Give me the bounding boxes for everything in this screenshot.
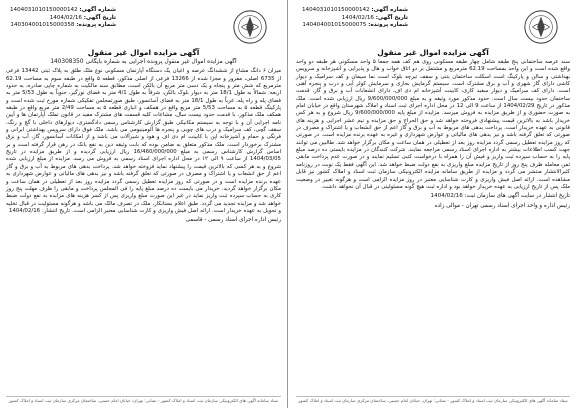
right-notice-publish-date: تاریخ انتشار در سایت آگهی های سازمان ثبت: 1404/02/16 [430, 193, 570, 200]
registration-emblem-icon [522, 8, 560, 46]
registration-emblem-icon [231, 8, 269, 46]
right-notice-body: سند عرصه ساختمانی پنج طبقه شامل چهار طبقه مسکونی روی هم کف همه جمعا ۵ واحد مسکونی هر طبقه دو واحد واقع شده است و این واحد بمساحت 62.19 مترمربع و مشتمل بر دو اتاق خواب و هال و پذیرایی و آشپزخانه و سرویس بهداشتی و سالن و پارکینگ است اسکلت ساختمان بتنی و سقف تیرچه بلوک است نما سیمان و کف سرامیک و دیوار کاشی دارای گاز شهری و آب و برق مشترک است. سیستم گرمایش بخاری و سرمایش کولر آبی و درب و پنجره آهنی است. دارای کف سرامیک و دیوار سفید کاری، کابینت آشپزخانه ام دی اف، دارای انشعابات آب و برق و گاز، قدمت ساختمان حدود بیست سال است. حدود مذکور مورد وثیقه و به مبلغ 9/600/000/000 ریال ارزیابی شده است. ملک مذکور در تاریخ 1404/02/29 از ساعت 9 الی 12 در محل اداره اجرای ثبت اسناد و املاک شهرستان واقع در خیابان امام به صورت حضوری و از طریق مزایده به فروش میرسد. مزایده از مبلغ پایه 9/600/000/000 ریال شروع و به هر کس خریدار باشد به بالاترین قیمت پیشنهادی فروخته خواهد شد و حق الحراج و حق مزایده و نیم عشر اجرایی و هزینه های قانونی به عهده خریدار است. پرداخت بدهی های مربوط به آب و برق و گاز اعم از حق انشعاب و یا اشتراک و مصرف در صورتی که تعلق گرفته باشد و نیز بدهی های مالیاتی و عوارض شهرداری و غیره به عهده برنده مزایده است. در صورتی که روز مزایده تعطیل رسمی گردد مزایده روز بعد از تعطیلی در همان ساعت و مکان برگزار خواهد شد. طالبین می توانند جهت کسب اطلاعات بیشتر به اداره اجرای اسناد رسمی مراجعه نمایند. شرکت کنندگان در مزایده بایستی ده درصد مبلغ پایه را به حساب سپرده ثبت واریز و فیش آن را همراه با درخواست کتبی تسلیم نمایند و در صورت عدم پرداخت مابقی ثمن معامله ظرف پنج روز از تاریخ مزایده مبلغ واریزی به نفع دولت ضبط خواهد شد. این آگهی فقط یک نوبت در روزنامه کثیرالانتشار منتشر می گردد و مزایده از طریق سامانه مزایده الکترونیکی سازمان ثبت اسناد و املاک کشور نیز قابل مشاهده است. ارائه اصل فیش واریزی و کارت شناسایی معتبر در روز مزایده الزامی است و هرگونه تغییر در وضعیت ملک پس از تاریخ ارزیابی به عهده خریدار خواهد بود و اداره ثبت هیچ گونه مسئولیتی در قبال آن نخواهد داشت. [296, 59, 570, 190]
left-notice-title: آگهی مزایده اموال غیر منقول [87, 48, 200, 57]
meta-notice-number: شماره آگهی: 1404031010150000142 [302, 7, 408, 13]
right-notice-footer: ستاد سامانه آگهی های الکترونیکی سازمان ثبت اسناد و املاک کشور - نشانی: تهران، خیابان امام خمینی، ساختمان مرکزی سازمان ثبت اسناد و املاک کشور [296, 396, 570, 404]
right-notice-signature: رئیس اداره و واحد اجرای اسناد رسمی تهران - موالی زاده [434, 202, 570, 209]
right-notice-title: آگهی مزایده اموال غیر منقول [377, 48, 489, 57]
meta-notice-date: تاریخ آگهی: 1404/02/16 [341, 14, 408, 21]
meta-case-number: شماره پرونده: 140404001015000075 [302, 22, 408, 29]
meta-notice-date: تاریخ آگهی: 1404/02/16 [49, 14, 116, 21]
left-notice-body: میزان ۶ دانگ مشاع از ششدانگ عرصه و اعیان یک دستگاه آپارتمان مسکونی نوع ملک طلق به پلاک ثبتی 13442 فرعی از 6735 اصلی، مفروز و مجزا شده از 13266 فرعی از اصلی مذکور، قطعه ۵ واقع در طبقه سوم به مساحت 62.19 مترمربع که شش متر و پنجاه و یک دسی متر مربع آن بالکن است، مطابق سند مالکیت به شماره چاپی صادره، به حدود اربعه: شمالاً به طول 18/1 متر به دیوار بلوک بالکن، شرقاً به طول 4/1 متر به فضای نورگیر، جنوباً به طول 5/53 متر به فضای پله و راه پله، غرباً به طول 18/1 متر به فضای آسانسور، طبق صورتمجلس تفکیکی شماره مورخ ثبت شده است و پارکینگ قطعه ۵ به مساحت 5/53 متر مربع واقع در همکف و انباری قطعه ۵ به مساحت 2/49 متر مربع واقع در طبقه همکف ملک مذکور، با قدمت حدود بیست سال، مشاعات کلیه قسمت های مشترک مفید در قانون تملک آپارتمان ها و آیین نامه اجرایی آن و با توجه به سیستم مکانیکی طبق گزارش کارشناس رسمی دادگستری، دیوارهای داخلی با گچ و رنگ، سقف گچی، کف سرامیک و درب های چوبی و پنجره ها آلومینیومی می باشد. ملک فوق دارای سرویس بهداشتی ایرانی و فرنگی و حمام و آشپزخانه اپن با کابینت ام دی اف و هود و شیرآلات می باشد و از امکانات آسانسور، گاز، آب و برق مشترک برخوردار است. ملک مذکور متعلق به ضامن بوده که بابت وثیقه دین به نفع بانک در رهن قرار گرفته است و بر اساس گزارش کارشناس رسمی به مبلغ 16/460/000/000 ریال ارزیابی گردیده و از طریق مزایده در تاریخ 1404/03/05 از ساعت ۹ الی ۱۲ در محل اداره اجرای اسناد رسمی به فروش می رسد. مزایده از مبلغ ارزیابی شده شروع و به هر کسی که بالاترین قیمت را پیشنهاد نماید فروخته خواهد شد. پرداخت بدهی های مربوط به آب و برق و گاز اعم از حق انشعاب و یا اشتراک و مصرف در صورتی که تعلق گرفته باشد و نیز بدهی های مالیاتی و عوارض شهرداری به عهده برنده مزایده است و در صورتی که روز مزایده تعطیل رسمی گردد مزایده روز بعد از تعطیلی در همان ساعت و مکان برگزار خواهد گردید. خریدار می بایست ده درصد مبلغ پایه را فی المجلس پرداخت و مابقی را ظرف مهلت پنج روز کاری به حساب سپرده ثبت واریز نماید در غیر این صورت مبلغ واریزی پس از کسر هزینه های مزایده به نفع دولت ضبط خواهد شد و مزایده تجدید می گردد. طبق اعلام بستانکار، ملک در تصرف مالک می باشد و هرگونه مسئولیت در قبال تخلیه و تحویل به عهده خریدار است. ارائه اصل فیش واریزی و کارت شناسایی معتبر الزامی است. تاریخ انتشار: 1404/02/16 [6, 68, 282, 214]
left-notice-signature: رئیس اداره اجرای اسناد رسمی - قاسمی [185, 217, 281, 224]
right-notice-meta [302, 7, 408, 30]
right-notice [290, 0, 576, 408]
left-notice-footer: ستاد سامانه آگهی های الکترونیکی سازمان ثبت اسناد و املاک کشور - نشانی: تهران، خیابان امام خمینی، ساختمان مرکزی سازمان ثبت اسناد و املاک کشور [6, 396, 281, 404]
left-notice-subtitle: آگهی مزایده اموال غیر منقول پرونده اجرایی به شماره بایگانی 140308350 [50, 59, 237, 65]
left-notice-meta [10, 7, 116, 30]
meta-notice-number: شماره آگهی: 1404031010150000142 [10, 7, 116, 13]
left-notice-header [6, 4, 281, 48]
right-notice-header [296, 4, 570, 48]
meta-case-number: شماره پرونده: 140304001015000358 [10, 22, 116, 29]
